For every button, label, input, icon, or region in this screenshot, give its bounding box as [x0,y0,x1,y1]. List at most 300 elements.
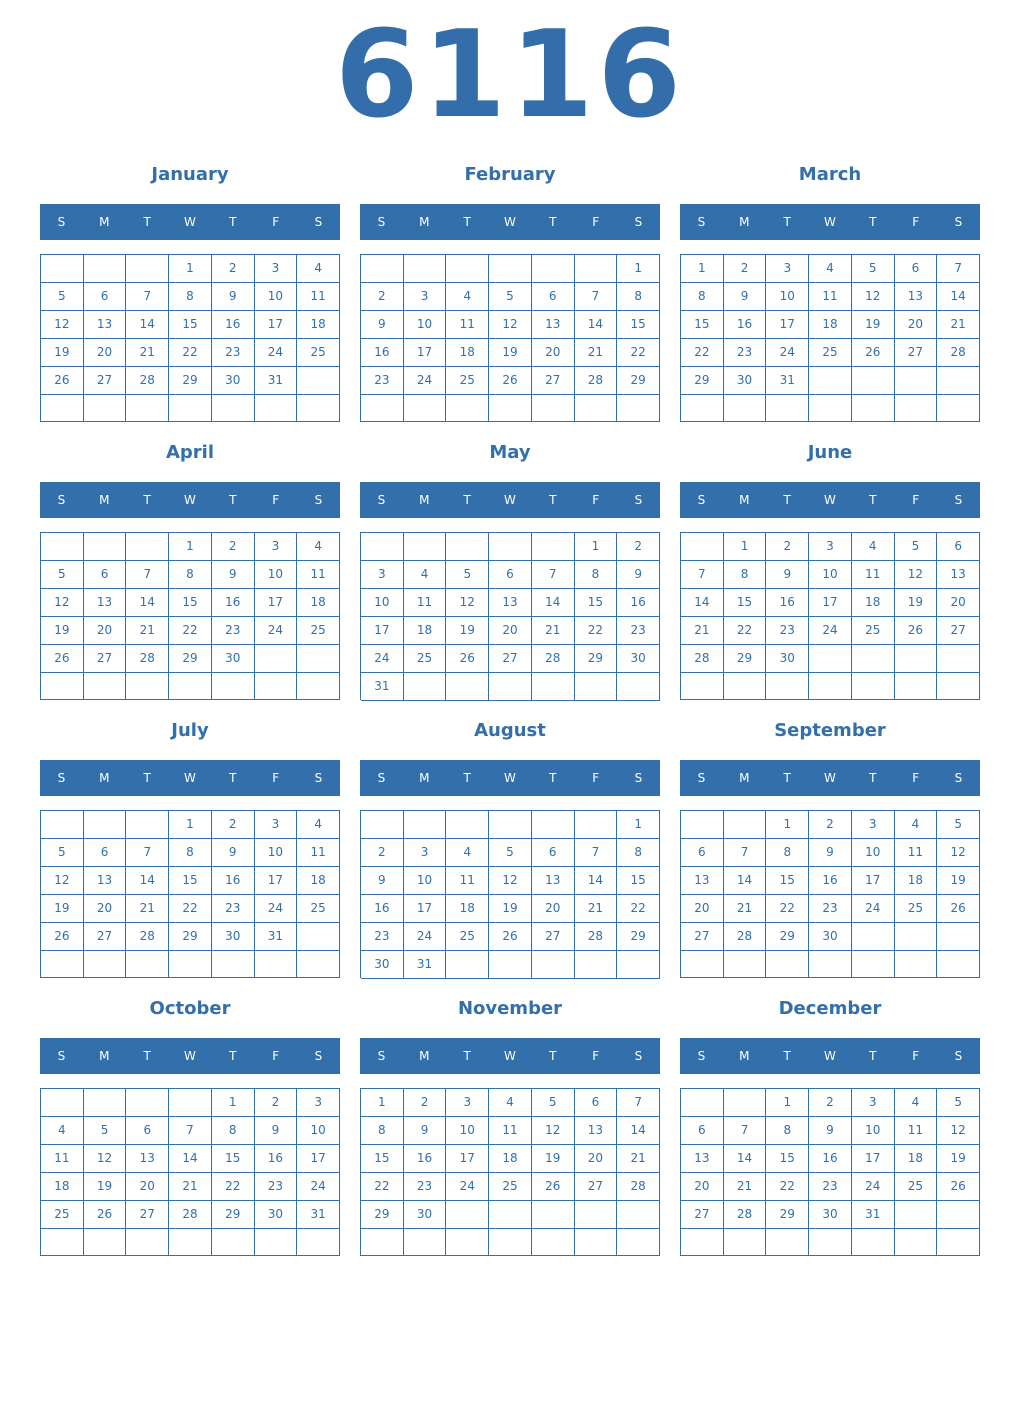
day-cell: 13 [84,589,127,617]
weekday-header [680,1038,980,1074]
empty-cell [532,395,575,422]
month-name: February [464,164,556,185]
empty-cell [446,951,489,979]
day-cell: 18 [852,589,895,617]
weekday-label: M [739,493,750,507]
empty-cell [297,645,340,673]
day-cell: 18 [297,589,340,617]
day-cell: 26 [489,367,532,395]
month-name: August [474,720,546,741]
empty-cell [41,395,84,422]
day-cell: 21 [724,895,767,923]
day-cell: 4 [297,533,340,561]
day-cell: 7 [681,561,724,589]
empty-cell [895,1201,938,1229]
day-cell: 4 [852,533,895,561]
day-cell: 14 [126,589,169,617]
day-cell: 3 [404,839,447,867]
day-cell: 20 [84,895,127,923]
day-cell: 3 [809,533,852,561]
empty-cell [446,1201,489,1229]
day-cell: 10 [297,1117,340,1145]
empty-cell [575,951,618,979]
weekday-label: M [99,771,110,785]
day-cell: 20 [532,339,575,367]
month-october [40,997,340,1267]
day-cell: 19 [489,895,532,923]
day-cell: 14 [617,1117,660,1145]
day-cell: 22 [617,339,660,367]
day-cell: 9 [255,1117,298,1145]
day-cell: 24 [404,923,447,951]
day-cell: 30 [212,645,255,673]
weekday-header [360,482,660,518]
weekday-label: S [954,1049,963,1063]
day-cell: 11 [41,1145,84,1173]
weekday-label: T [549,771,557,785]
day-cell: 6 [895,255,938,283]
day-cell: 27 [84,367,127,395]
day-cell: 5 [41,283,84,311]
empty-cell [937,1201,980,1229]
weekday-label: S [634,1049,643,1063]
day-cell: 4 [895,811,938,839]
day-cell: 24 [766,339,809,367]
day-cell: 7 [724,1117,767,1145]
day-cell: 17 [404,339,447,367]
day-cell: 10 [446,1117,489,1145]
day-cell: 24 [361,645,404,673]
day-cell: 20 [489,617,532,645]
weekday-label: T [783,771,791,785]
empty-cell [84,951,127,978]
day-cell: 15 [617,867,660,895]
day-cell: 1 [681,255,724,283]
weekday-header [40,204,340,240]
day-cell: 14 [724,867,767,895]
day-cell: 15 [212,1145,255,1173]
day-cell: 16 [361,895,404,923]
day-cell: 27 [532,367,575,395]
weekday-label: W [824,771,836,785]
day-cell: 10 [852,1117,895,1145]
day-cell: 11 [489,1117,532,1145]
day-cell: 23 [361,923,404,951]
day-grid [360,1088,660,1256]
weekday-label: T [869,493,877,507]
day-cell: 24 [809,617,852,645]
day-cell: 30 [809,923,852,951]
day-cell: 3 [255,255,298,283]
day-cell: 8 [169,283,212,311]
weekday-label: S [634,771,643,785]
weekday-label: S [314,215,323,229]
day-cell: 22 [724,617,767,645]
day-cell: 11 [895,839,938,867]
day-cell: 29 [766,1201,809,1229]
weekday-label: T [143,1049,151,1063]
day-cell: 10 [809,561,852,589]
weekday-label: F [912,771,920,785]
day-cell: 17 [404,895,447,923]
day-cell: 14 [575,311,618,339]
day-cell: 25 [446,367,489,395]
weekday-label: W [504,493,516,507]
day-cell: 18 [297,311,340,339]
day-cell: 16 [212,867,255,895]
day-cell: 24 [404,367,447,395]
empty-cell [361,395,404,422]
weekday-label: T [463,771,471,785]
day-cell: 22 [361,1173,404,1201]
day-cell: 19 [895,589,938,617]
year-title: 6116 [335,6,685,145]
day-cell: 1 [212,1089,255,1117]
day-cell: 10 [255,561,298,589]
day-cell: 3 [255,533,298,561]
empty-cell [126,395,169,422]
day-cell: 14 [681,589,724,617]
weekday-label: T [229,1049,237,1063]
day-cell: 15 [681,311,724,339]
day-cell: 26 [937,1173,980,1201]
empty-cell [41,673,84,700]
weekday-label: T [463,493,471,507]
day-cell: 12 [489,867,532,895]
day-cell: 1 [617,255,660,283]
day-cell: 1 [169,811,212,839]
day-cell: 30 [617,645,660,673]
day-cell: 11 [404,589,447,617]
day-grid [40,1088,340,1256]
day-cell: 17 [297,1145,340,1173]
day-cell: 22 [617,895,660,923]
day-cell: 11 [446,867,489,895]
day-grid [360,532,660,700]
empty-cell [937,923,980,951]
day-cell: 8 [575,561,618,589]
empty-cell [575,811,618,839]
day-cell: 3 [766,255,809,283]
day-cell: 31 [255,367,298,395]
empty-cell [489,1201,532,1229]
weekday-label: S [377,771,386,785]
empty-cell [532,951,575,979]
empty-cell [84,1229,127,1256]
day-cell: 24 [852,895,895,923]
day-cell: 3 [446,1089,489,1117]
day-cell: 8 [766,1117,809,1145]
day-cell: 9 [617,561,660,589]
empty-cell [575,255,618,283]
month-march [680,163,980,433]
day-cell: 27 [575,1173,618,1201]
empty-cell [84,811,127,839]
empty-cell [126,673,169,700]
day-cell: 8 [212,1117,255,1145]
day-cell: 2 [212,811,255,839]
weekday-label: W [504,1049,516,1063]
day-cell: 1 [361,1089,404,1117]
weekday-label: S [954,771,963,785]
weekday-label: F [592,215,600,229]
day-cell: 19 [937,1145,980,1173]
day-cell: 13 [681,867,724,895]
empty-cell [126,1089,169,1117]
day-grid [360,810,660,978]
weekday-label: T [229,771,237,785]
empty-cell [575,1201,618,1229]
day-cell: 15 [575,589,618,617]
empty-cell [532,255,575,283]
empty-cell [126,1229,169,1256]
day-cell: 2 [361,283,404,311]
day-cell: 11 [809,283,852,311]
day-cell: 19 [41,339,84,367]
day-cell: 3 [255,811,298,839]
day-cell: 2 [766,533,809,561]
day-cell: 2 [255,1089,298,1117]
empty-cell [212,1229,255,1256]
day-cell: 20 [575,1145,618,1173]
day-cell: 18 [489,1145,532,1173]
day-grid [40,810,340,978]
day-cell: 12 [84,1145,127,1173]
day-cell: 1 [724,533,767,561]
empty-cell [617,951,660,979]
weekday-label: F [912,493,920,507]
day-cell: 7 [724,839,767,867]
day-cell: 19 [41,617,84,645]
weekday-header [360,1038,660,1074]
empty-cell [255,673,298,700]
day-cell: 16 [809,867,852,895]
empty-cell [489,951,532,979]
day-cell: 21 [532,617,575,645]
day-grid [680,810,980,978]
day-cell: 8 [361,1117,404,1145]
month-name: April [165,442,215,463]
day-cell: 20 [126,1173,169,1201]
day-cell: 31 [297,1201,340,1229]
day-cell: 15 [766,1145,809,1173]
day-cell: 9 [404,1117,447,1145]
day-cell: 5 [41,839,84,867]
day-cell: 7 [532,561,575,589]
weekday-label: T [549,215,557,229]
empty-cell [489,395,532,422]
month-february [360,163,660,433]
weekday-label: M [99,1049,110,1063]
empty-cell [809,645,852,673]
day-cell: 11 [895,1117,938,1145]
weekday-label: W [824,1049,836,1063]
day-cell: 20 [895,311,938,339]
day-cell: 23 [361,367,404,395]
empty-cell [446,811,489,839]
day-cell: 31 [255,923,298,951]
day-cell: 5 [84,1117,127,1145]
day-cell: 29 [724,645,767,673]
day-grid [40,254,340,422]
empty-cell [852,673,895,700]
day-cell: 15 [766,867,809,895]
day-cell: 6 [126,1117,169,1145]
day-grid [40,532,340,700]
day-cell: 24 [852,1173,895,1201]
day-cell: 12 [852,283,895,311]
day-cell: 24 [255,895,298,923]
day-cell: 26 [489,923,532,951]
day-cell: 28 [937,339,980,367]
day-cell: 24 [255,617,298,645]
weekday-header [680,482,980,518]
day-cell: 4 [895,1089,938,1117]
weekday-label: T [869,771,877,785]
day-cell: 31 [404,951,447,979]
weekday-label: T [229,215,237,229]
empty-cell [895,923,938,951]
empty-cell [809,673,852,700]
empty-cell [404,533,447,561]
day-cell: 2 [404,1089,447,1117]
day-cell: 26 [852,339,895,367]
day-cell: 25 [489,1173,532,1201]
day-cell: 16 [766,589,809,617]
day-cell: 8 [169,839,212,867]
day-cell: 27 [681,923,724,951]
weekday-label: T [869,1049,877,1063]
day-cell: 4 [446,283,489,311]
day-cell: 18 [446,895,489,923]
day-cell: 20 [84,339,127,367]
day-cell: 4 [809,255,852,283]
day-cell: 22 [212,1173,255,1201]
day-cell: 2 [212,533,255,561]
day-cell: 9 [361,311,404,339]
day-cell: 3 [852,811,895,839]
day-cell: 22 [766,1173,809,1201]
day-cell: 24 [297,1173,340,1201]
empty-cell [446,533,489,561]
day-cell: 12 [532,1117,575,1145]
day-cell: 17 [809,589,852,617]
weekday-label: M [419,215,430,229]
empty-cell [446,673,489,701]
weekday-label: F [272,215,280,229]
empty-cell [532,811,575,839]
day-cell: 9 [361,867,404,895]
month-november [360,997,660,1267]
day-cell: 21 [575,895,618,923]
day-cell: 6 [84,561,127,589]
day-cell: 27 [489,645,532,673]
day-cell: 1 [766,1089,809,1117]
month-july [40,719,340,989]
empty-cell [84,1089,127,1117]
weekday-label: S [57,493,66,507]
day-cell: 9 [809,839,852,867]
empty-cell [895,395,938,422]
day-cell: 25 [895,895,938,923]
day-cell: 22 [766,895,809,923]
day-cell: 17 [361,617,404,645]
weekday-label: F [912,215,920,229]
day-cell: 4 [404,561,447,589]
day-cell: 25 [297,617,340,645]
weekday-label: S [57,1049,66,1063]
day-cell: 21 [937,311,980,339]
empty-cell [255,395,298,422]
day-cell: 19 [532,1145,575,1173]
empty-cell [937,1229,980,1256]
day-cell: 5 [852,255,895,283]
weekday-label: T [463,1049,471,1063]
day-cell: 17 [852,1145,895,1173]
month-name: May [489,442,531,463]
empty-cell [297,923,340,951]
weekday-header [680,204,980,240]
day-cell: 29 [766,923,809,951]
weekday-header [360,204,660,240]
day-cell: 3 [361,561,404,589]
day-cell: 29 [361,1201,404,1229]
empty-cell [169,1229,212,1256]
day-cell: 20 [532,895,575,923]
day-cell: 6 [489,561,532,589]
day-cell: 31 [852,1201,895,1229]
day-cell: 31 [361,673,404,701]
day-cell: 5 [937,1089,980,1117]
weekday-label: F [272,493,280,507]
day-cell: 3 [297,1089,340,1117]
empty-cell [895,951,938,978]
day-cell: 16 [212,311,255,339]
day-cell: 7 [575,283,618,311]
day-cell: 19 [937,867,980,895]
day-cell: 4 [489,1089,532,1117]
day-cell: 24 [446,1173,489,1201]
day-cell: 14 [126,311,169,339]
empty-cell [766,951,809,978]
day-cell: 11 [297,283,340,311]
empty-cell [766,1229,809,1256]
day-cell: 23 [212,339,255,367]
empty-cell [489,533,532,561]
day-cell: 9 [766,561,809,589]
day-cell: 5 [489,283,532,311]
weekday-label: S [314,493,323,507]
empty-cell [361,1229,404,1256]
empty-cell [126,533,169,561]
empty-cell [41,1229,84,1256]
day-cell: 17 [446,1145,489,1173]
day-cell: 10 [766,283,809,311]
empty-cell [937,673,980,700]
weekday-label: S [634,215,643,229]
empty-cell [41,811,84,839]
day-cell: 7 [575,839,618,867]
day-cell: 27 [126,1201,169,1229]
day-cell: 26 [41,645,84,673]
day-cell: 27 [532,923,575,951]
month-january [40,163,340,433]
empty-cell [169,1089,212,1117]
empty-cell [617,1201,660,1229]
empty-cell [575,673,618,701]
empty-cell [532,1201,575,1229]
month-june [680,441,980,711]
